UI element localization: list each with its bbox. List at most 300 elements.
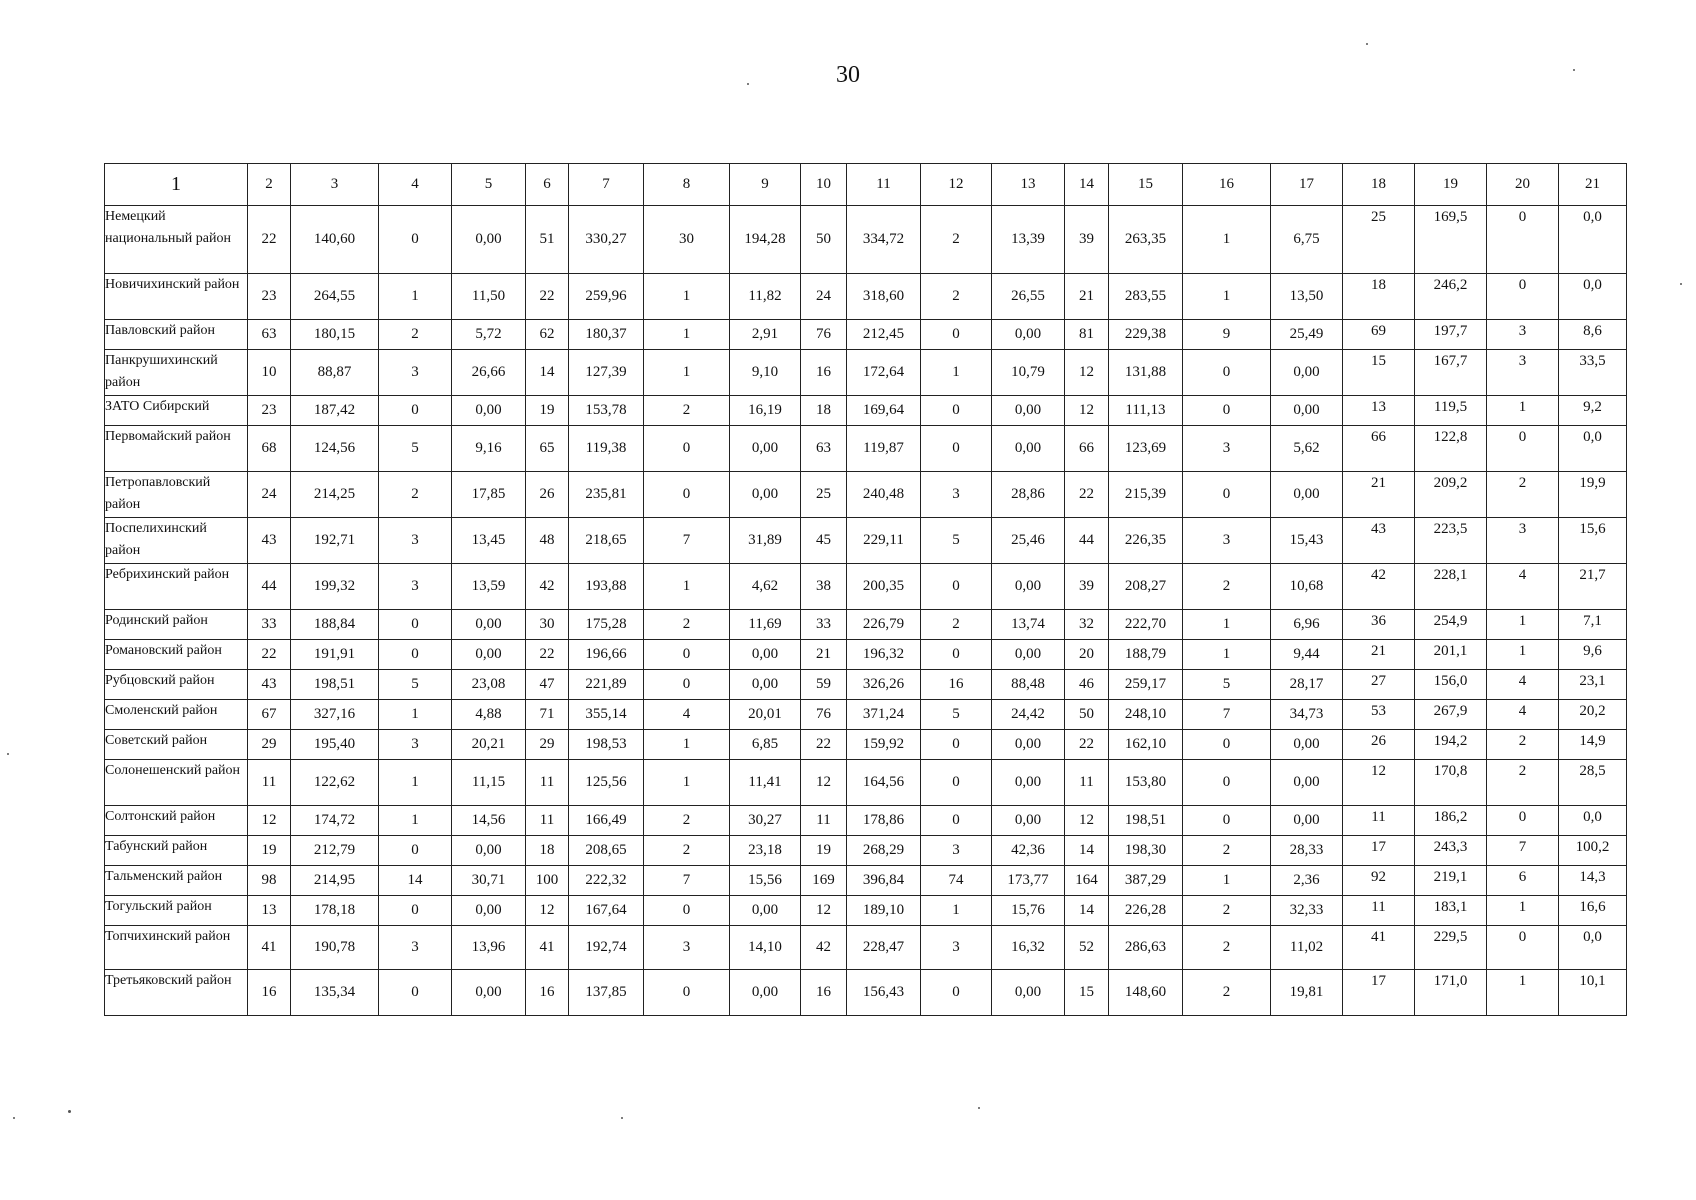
cell-col-20: 0 [1487, 426, 1559, 472]
column-header-1: 1 [105, 164, 248, 206]
cell-col-21: 8,6 [1559, 320, 1627, 350]
column-header-21: 21 [1559, 164, 1627, 206]
cell-col-19: 186,2 [1415, 806, 1487, 836]
cell-col-21: 14,3 [1559, 866, 1627, 896]
cell-col-21: 9,2 [1559, 396, 1627, 426]
cell-col-18: 36 [1343, 610, 1415, 640]
cell-col-10: 63 [801, 426, 847, 472]
cell-col-19: 201,1 [1415, 640, 1487, 670]
cell-col-11: 268,29 [847, 836, 921, 866]
cell-col-9: 4,62 [730, 564, 801, 610]
cell-col-19: 219,1 [1415, 866, 1487, 896]
cell-col-17: 28,17 [1271, 670, 1343, 700]
cell-col-11: 318,60 [847, 274, 921, 320]
cell-col-6: 18 [526, 836, 569, 866]
cell-col-20: 1 [1487, 970, 1559, 1016]
cell-col-21: 0,0 [1559, 806, 1627, 836]
cell-col-10: 50 [801, 206, 847, 274]
cell-col-17: 2,36 [1271, 866, 1343, 896]
cell-col-12: 0 [921, 320, 992, 350]
cell-col-16: 3 [1183, 518, 1271, 564]
cell-col-5: 0,00 [452, 610, 526, 640]
cell-col-2: 43 [248, 670, 291, 700]
cell-col-10: 169 [801, 866, 847, 896]
cell-col-17: 9,44 [1271, 640, 1343, 670]
cell-col-4: 3 [379, 730, 452, 760]
cell-col-2: 33 [248, 610, 291, 640]
cell-col-14: 22 [1065, 472, 1109, 518]
cell-col-13: 173,77 [992, 866, 1065, 896]
cell-col-11: 212,45 [847, 320, 921, 350]
cell-col-16: 0 [1183, 760, 1271, 806]
cell-col-17: 0,00 [1271, 730, 1343, 760]
cell-col-18: 11 [1343, 806, 1415, 836]
cell-col-15: 248,10 [1109, 700, 1183, 730]
column-header-16: 16 [1183, 164, 1271, 206]
cell-col-18: 17 [1343, 836, 1415, 866]
table-row [105, 926, 1627, 970]
cell-col-2: 67 [248, 700, 291, 730]
cell-col-4: 5 [379, 670, 452, 700]
cell-col-5: 26,66 [452, 350, 526, 396]
scan-speck [7, 753, 9, 755]
table-row [105, 836, 1627, 866]
cell-col-20: 4 [1487, 564, 1559, 610]
cell-col-2: 63 [248, 320, 291, 350]
cell-col-16: 0 [1183, 472, 1271, 518]
cell-col-19: 197,7 [1415, 320, 1487, 350]
scan-speck [1573, 69, 1575, 71]
cell-col-9: 2,91 [730, 320, 801, 350]
cell-col-18: 41 [1343, 926, 1415, 970]
cell-col-13: 10,79 [992, 350, 1065, 396]
cell-col-3: 192,71 [291, 518, 379, 564]
cell-col-5: 0,00 [452, 836, 526, 866]
cell-col-5: 13,96 [452, 926, 526, 970]
cell-col-20: 4 [1487, 670, 1559, 700]
column-header-17: 17 [1271, 164, 1343, 206]
cell-col-7: 330,27 [569, 206, 644, 274]
cell-col-14: 12 [1065, 396, 1109, 426]
cell-col-12: 5 [921, 518, 992, 564]
cell-col-4: 1 [379, 760, 452, 806]
cell-col-17: 0,00 [1271, 760, 1343, 806]
cell-col-10: 16 [801, 970, 847, 1016]
cell-col-5: 4,88 [452, 700, 526, 730]
cell-col-8: 7 [644, 518, 730, 564]
district-name: Третьяковский район [105, 970, 248, 1016]
cell-col-2: 16 [248, 970, 291, 1016]
cell-col-2: 22 [248, 206, 291, 274]
cell-col-12: 16 [921, 670, 992, 700]
cell-col-18: 13 [1343, 396, 1415, 426]
cell-col-12: 0 [921, 970, 992, 1016]
cell-col-2: 44 [248, 564, 291, 610]
cell-col-12: 0 [921, 396, 992, 426]
cell-col-5: 0,00 [452, 396, 526, 426]
cell-col-10: 18 [801, 396, 847, 426]
cell-col-8: 0 [644, 426, 730, 472]
cell-col-7: 180,37 [569, 320, 644, 350]
table-body [105, 206, 1627, 1016]
cell-col-11: 156,43 [847, 970, 921, 1016]
cell-col-17: 0,00 [1271, 396, 1343, 426]
cell-col-12: 2 [921, 274, 992, 320]
cell-col-6: 26 [526, 472, 569, 518]
cell-col-6: 48 [526, 518, 569, 564]
district-name: Поспелихинский район [105, 518, 248, 564]
cell-col-15: 222,70 [1109, 610, 1183, 640]
cell-col-14: 20 [1065, 640, 1109, 670]
cell-col-5: 14,56 [452, 806, 526, 836]
cell-col-5: 13,59 [452, 564, 526, 610]
cell-col-7: 153,78 [569, 396, 644, 426]
cell-col-6: 65 [526, 426, 569, 472]
cell-col-2: 19 [248, 836, 291, 866]
cell-col-8: 7 [644, 866, 730, 896]
cell-col-9: 0,00 [730, 670, 801, 700]
cell-col-17: 15,43 [1271, 518, 1343, 564]
statistics-table [104, 163, 1627, 1016]
cell-col-15: 215,39 [1109, 472, 1183, 518]
cell-col-5: 0,00 [452, 640, 526, 670]
cell-col-5: 0,00 [452, 896, 526, 926]
cell-col-10: 19 [801, 836, 847, 866]
cell-col-4: 3 [379, 350, 452, 396]
cell-col-5: 20,21 [452, 730, 526, 760]
cell-col-16: 2 [1183, 970, 1271, 1016]
cell-col-8: 2 [644, 806, 730, 836]
cell-col-20: 1 [1487, 896, 1559, 926]
cell-col-3: 188,84 [291, 610, 379, 640]
cell-col-8: 1 [644, 760, 730, 806]
table-row [105, 866, 1627, 896]
cell-col-19: 209,2 [1415, 472, 1487, 518]
cell-col-9: 9,10 [730, 350, 801, 396]
cell-col-12: 0 [921, 640, 992, 670]
cell-col-21: 33,5 [1559, 350, 1627, 396]
cell-col-19: 156,0 [1415, 670, 1487, 700]
cell-col-6: 62 [526, 320, 569, 350]
cell-col-18: 26 [1343, 730, 1415, 760]
cell-col-10: 42 [801, 926, 847, 970]
cell-col-4: 1 [379, 700, 452, 730]
cell-col-3: 327,16 [291, 700, 379, 730]
cell-col-8: 30 [644, 206, 730, 274]
cell-col-12: 0 [921, 564, 992, 610]
cell-col-12: 2 [921, 206, 992, 274]
cell-col-12: 1 [921, 896, 992, 926]
cell-col-17: 11,02 [1271, 926, 1343, 970]
cell-col-6: 30 [526, 610, 569, 640]
cell-col-13: 0,00 [992, 320, 1065, 350]
cell-col-13: 0,00 [992, 730, 1065, 760]
cell-col-20: 3 [1487, 320, 1559, 350]
cell-col-16: 0 [1183, 806, 1271, 836]
scan-speck [621, 1117, 623, 1119]
table-row [105, 806, 1627, 836]
cell-col-13: 0,00 [992, 426, 1065, 472]
cell-col-17: 34,73 [1271, 700, 1343, 730]
table-row [105, 472, 1627, 518]
cell-col-19: 229,5 [1415, 926, 1487, 970]
cell-col-12: 0 [921, 806, 992, 836]
cell-col-19: 169,5 [1415, 206, 1487, 274]
cell-col-3: 122,62 [291, 760, 379, 806]
column-header-20: 20 [1487, 164, 1559, 206]
cell-col-19: 223,5 [1415, 518, 1487, 564]
cell-col-13: 25,46 [992, 518, 1065, 564]
cell-col-7: 166,49 [569, 806, 644, 836]
cell-col-18: 53 [1343, 700, 1415, 730]
cell-col-15: 111,13 [1109, 396, 1183, 426]
cell-col-13: 42,36 [992, 836, 1065, 866]
cell-col-10: 33 [801, 610, 847, 640]
district-name: Новичихинский район [105, 274, 248, 320]
cell-col-8: 1 [644, 564, 730, 610]
cell-col-8: 0 [644, 896, 730, 926]
cell-col-20: 2 [1487, 472, 1559, 518]
cell-col-8: 0 [644, 640, 730, 670]
cell-col-11: 228,47 [847, 926, 921, 970]
column-header-13: 13 [992, 164, 1065, 206]
scan-speck [747, 83, 749, 85]
cell-col-3: 174,72 [291, 806, 379, 836]
cell-col-15: 263,35 [1109, 206, 1183, 274]
cell-col-7: 193,88 [569, 564, 644, 610]
district-name: Романовский район [105, 640, 248, 670]
cell-col-17: 0,00 [1271, 472, 1343, 518]
cell-col-6: 12 [526, 896, 569, 926]
cell-col-4: 1 [379, 806, 452, 836]
cell-col-15: 148,60 [1109, 970, 1183, 1016]
cell-col-2: 23 [248, 274, 291, 320]
district-name: Табунский район [105, 836, 248, 866]
cell-col-18: 17 [1343, 970, 1415, 1016]
cell-col-8: 0 [644, 970, 730, 1016]
cell-col-6: 22 [526, 274, 569, 320]
cell-col-11: 229,11 [847, 518, 921, 564]
header-row [105, 164, 1627, 206]
cell-col-21: 19,9 [1559, 472, 1627, 518]
cell-col-15: 283,55 [1109, 274, 1183, 320]
cell-col-20: 0 [1487, 206, 1559, 274]
cell-col-20: 3 [1487, 518, 1559, 564]
cell-col-10: 45 [801, 518, 847, 564]
district-name: Тальменский район [105, 866, 248, 896]
cell-col-7: 208,65 [569, 836, 644, 866]
cell-col-7: 259,96 [569, 274, 644, 320]
column-header-15: 15 [1109, 164, 1183, 206]
cell-col-21: 7,1 [1559, 610, 1627, 640]
cell-col-6: 14 [526, 350, 569, 396]
cell-col-16: 3 [1183, 426, 1271, 472]
cell-col-2: 43 [248, 518, 291, 564]
cell-col-9: 11,69 [730, 610, 801, 640]
cell-col-14: 14 [1065, 836, 1109, 866]
cell-col-18: 69 [1343, 320, 1415, 350]
cell-col-16: 1 [1183, 610, 1271, 640]
cell-col-12: 0 [921, 730, 992, 760]
cell-col-15: 387,29 [1109, 866, 1183, 896]
cell-col-10: 76 [801, 700, 847, 730]
cell-col-3: 190,78 [291, 926, 379, 970]
cell-col-10: 22 [801, 730, 847, 760]
cell-col-4: 5 [379, 426, 452, 472]
cell-col-21: 21,7 [1559, 564, 1627, 610]
cell-col-7: 221,89 [569, 670, 644, 700]
district-name: Топчихинский район [105, 926, 248, 970]
cell-col-3: 88,87 [291, 350, 379, 396]
cell-col-14: 15 [1065, 970, 1109, 1016]
cell-col-7: 175,28 [569, 610, 644, 640]
cell-col-20: 2 [1487, 760, 1559, 806]
cell-col-8: 2 [644, 836, 730, 866]
cell-col-11: 178,86 [847, 806, 921, 836]
cell-col-5: 11,15 [452, 760, 526, 806]
cell-col-14: 50 [1065, 700, 1109, 730]
cell-col-15: 153,80 [1109, 760, 1183, 806]
cell-col-9: 16,19 [730, 396, 801, 426]
cell-col-14: 44 [1065, 518, 1109, 564]
cell-col-13: 28,86 [992, 472, 1065, 518]
cell-col-14: 21 [1065, 274, 1109, 320]
cell-col-2: 11 [248, 760, 291, 806]
cell-col-4: 3 [379, 518, 452, 564]
cell-col-19: 170,8 [1415, 760, 1487, 806]
cell-col-16: 0 [1183, 350, 1271, 396]
cell-col-7: 192,74 [569, 926, 644, 970]
table-row [105, 640, 1627, 670]
cell-col-10: 21 [801, 640, 847, 670]
cell-col-20: 0 [1487, 806, 1559, 836]
cell-col-6: 29 [526, 730, 569, 760]
cell-col-18: 21 [1343, 472, 1415, 518]
cell-col-7: 218,65 [569, 518, 644, 564]
cell-col-20: 1 [1487, 610, 1559, 640]
cell-col-9: 14,10 [730, 926, 801, 970]
cell-col-19: 194,2 [1415, 730, 1487, 760]
cell-col-2: 12 [248, 806, 291, 836]
cell-col-6: 19 [526, 396, 569, 426]
district-name: Ребрихинский район [105, 564, 248, 610]
cell-col-3: 264,55 [291, 274, 379, 320]
table-row [105, 730, 1627, 760]
cell-col-5: 9,16 [452, 426, 526, 472]
cell-col-19: 122,8 [1415, 426, 1487, 472]
cell-col-10: 11 [801, 806, 847, 836]
cell-col-13: 16,32 [992, 926, 1065, 970]
cell-col-16: 0 [1183, 396, 1271, 426]
cell-col-5: 30,71 [452, 866, 526, 896]
district-name: Рубцовский район [105, 670, 248, 700]
cell-col-21: 100,2 [1559, 836, 1627, 866]
table-row [105, 896, 1627, 926]
column-header-7: 7 [569, 164, 644, 206]
table-row [105, 760, 1627, 806]
cell-col-17: 25,49 [1271, 320, 1343, 350]
cell-col-17: 6,96 [1271, 610, 1343, 640]
cell-col-11: 334,72 [847, 206, 921, 274]
cell-col-3: 214,25 [291, 472, 379, 518]
cell-col-15: 226,35 [1109, 518, 1183, 564]
cell-col-7: 137,85 [569, 970, 644, 1016]
column-header-10: 10 [801, 164, 847, 206]
cell-col-8: 0 [644, 472, 730, 518]
cell-col-17: 13,50 [1271, 274, 1343, 320]
cell-col-20: 1 [1487, 640, 1559, 670]
cell-col-5: 11,50 [452, 274, 526, 320]
cell-col-14: 39 [1065, 206, 1109, 274]
cell-col-12: 74 [921, 866, 992, 896]
column-header-19: 19 [1415, 164, 1487, 206]
district-name: Солонешенский район [105, 760, 248, 806]
district-name: Павловский район [105, 320, 248, 350]
cell-col-21: 10,1 [1559, 970, 1627, 1016]
table-row [105, 518, 1627, 564]
table-row [105, 610, 1627, 640]
cell-col-3: 124,56 [291, 426, 379, 472]
cell-col-15: 286,63 [1109, 926, 1183, 970]
cell-col-11: 371,24 [847, 700, 921, 730]
district-name: Панкрушихинский район [105, 350, 248, 396]
cell-col-2: 23 [248, 396, 291, 426]
column-header-18: 18 [1343, 164, 1415, 206]
cell-col-3: 195,40 [291, 730, 379, 760]
cell-col-4: 3 [379, 926, 452, 970]
cell-col-10: 76 [801, 320, 847, 350]
district-name: Петропавловский район [105, 472, 248, 518]
cell-col-13: 13,39 [992, 206, 1065, 274]
cell-col-17: 6,75 [1271, 206, 1343, 274]
cell-col-16: 2 [1183, 836, 1271, 866]
cell-col-7: 222,32 [569, 866, 644, 896]
cell-col-11: 169,64 [847, 396, 921, 426]
cell-col-10: 25 [801, 472, 847, 518]
cell-col-4: 0 [379, 896, 452, 926]
cell-col-6: 11 [526, 760, 569, 806]
column-header-8: 8 [644, 164, 730, 206]
cell-col-12: 0 [921, 760, 992, 806]
cell-col-21: 0,0 [1559, 274, 1627, 320]
cell-col-17: 5,62 [1271, 426, 1343, 472]
cell-col-11: 159,92 [847, 730, 921, 760]
cell-col-2: 22 [248, 640, 291, 670]
cell-col-11: 196,32 [847, 640, 921, 670]
cell-col-6: 71 [526, 700, 569, 730]
cell-col-13: 88,48 [992, 670, 1065, 700]
cell-col-10: 24 [801, 274, 847, 320]
cell-col-11: 164,56 [847, 760, 921, 806]
cell-col-19: 228,1 [1415, 564, 1487, 610]
cell-col-8: 0 [644, 670, 730, 700]
cell-col-20: 0 [1487, 926, 1559, 970]
cell-col-4: 0 [379, 206, 452, 274]
table-row [105, 206, 1627, 274]
cell-col-10: 38 [801, 564, 847, 610]
cell-col-13: 0,00 [992, 970, 1065, 1016]
cell-col-18: 21 [1343, 640, 1415, 670]
cell-col-4: 0 [379, 970, 452, 1016]
cell-col-7: 235,81 [569, 472, 644, 518]
cell-col-7: 127,39 [569, 350, 644, 396]
cell-col-18: 12 [1343, 760, 1415, 806]
cell-col-21: 0,0 [1559, 426, 1627, 472]
cell-col-6: 42 [526, 564, 569, 610]
column-header-4: 4 [379, 164, 452, 206]
district-name: Солтонский район [105, 806, 248, 836]
cell-col-19: 254,9 [1415, 610, 1487, 640]
